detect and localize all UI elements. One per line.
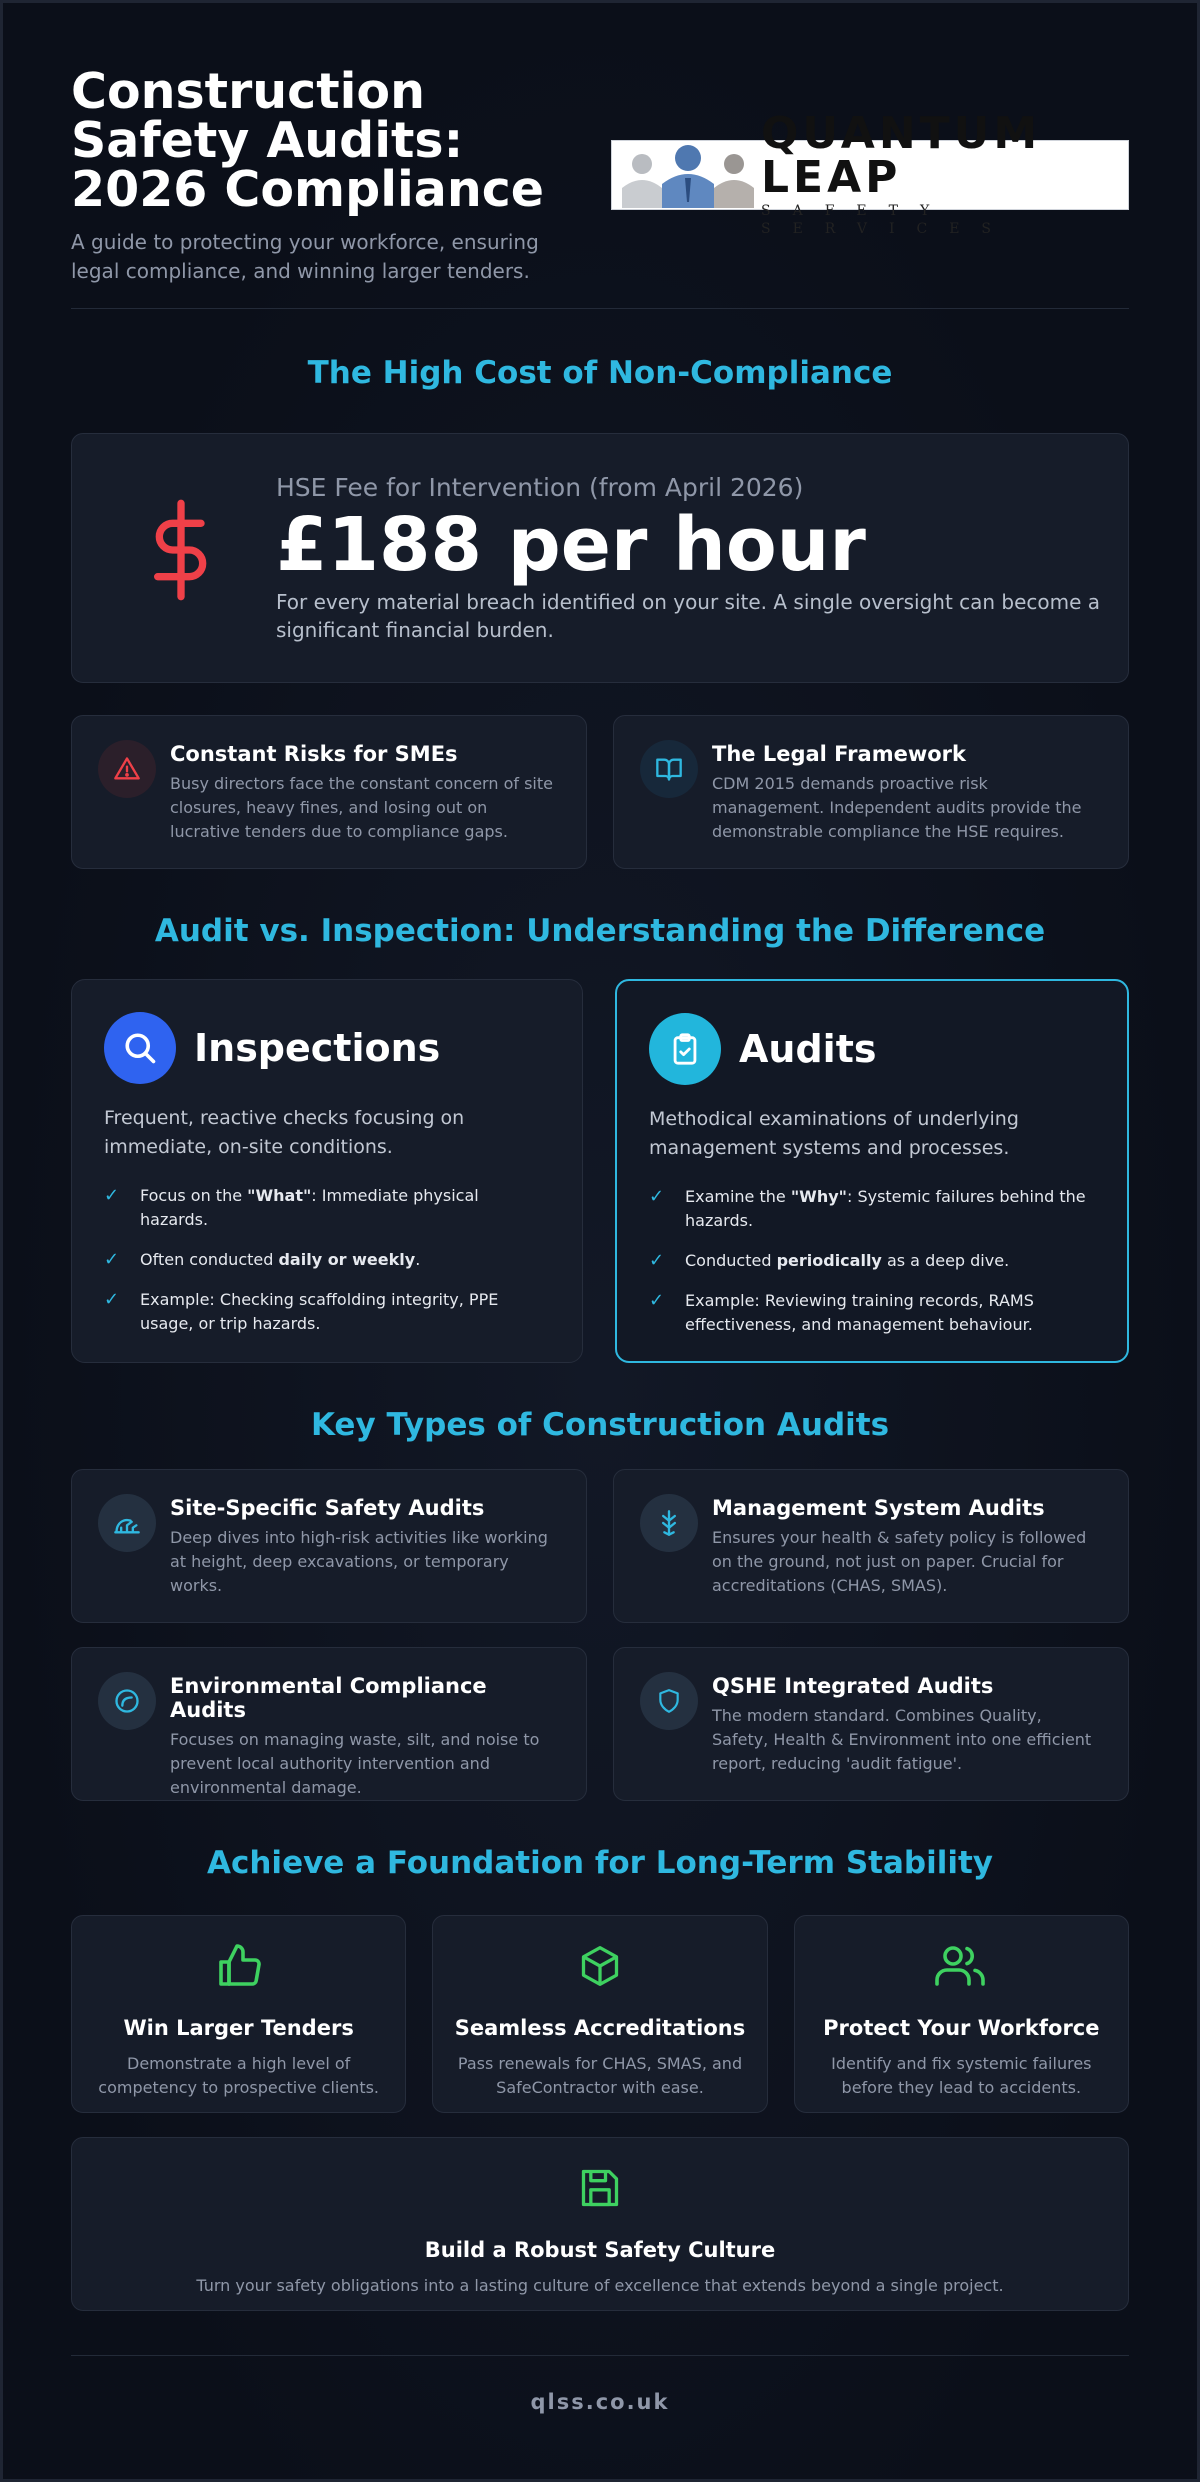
shield-icon — [640, 1672, 698, 1730]
audits-description: Methodical examinations of underlying management systems and processes. — [649, 1108, 1019, 1159]
risk-card-smes — [71, 715, 587, 869]
risk-title: Constant Risks for SMEs — [170, 742, 458, 766]
audit-type-text: Deep dives into high-risk activities like working at height, deep excavations, or temporary works. — [170, 1528, 548, 1595]
benefit-card — [432, 1915, 767, 2113]
audits-title: Audits — [739, 1027, 877, 1071]
logo-main-text: QUANTUM LEAP — [761, 108, 1042, 203]
benefit-card — [71, 1915, 406, 2113]
audit-type-text: Ensures your health & safety policy is followed on the ground, not just on paper. Crucial for accreditations (CHAS, SMAS). — [712, 1528, 1087, 1595]
audits-list — [649, 1185, 1095, 1337]
box-icon — [453, 1942, 746, 1994]
audit-type-text: The modern standard. Combines Quality, Safety, Health & Environment into one efficient report, reducing 'audit fatigue'. — [712, 1706, 1092, 1773]
save-icon — [92, 2164, 1108, 2216]
search-icon — [104, 1012, 176, 1084]
people-logo-icon — [616, 142, 761, 208]
audits-card — [615, 979, 1129, 1363]
benefit-text: Turn your safety obligations into a lasting culture of excellence that extends beyond a single project. — [196, 2276, 1004, 2295]
cost-text — [276, 473, 1106, 644]
inspections-card — [71, 979, 583, 1363]
logo-text — [761, 108, 1124, 238]
list-item: ✓ Example: Reviewing training records, RAMS effectiveness, and management behaviour. — [649, 1289, 1095, 1337]
check-icon: ✓ — [649, 1186, 665, 1207]
cost-card — [71, 433, 1129, 683]
cost-label: HSE Fee for Intervention (from April 2026) — [276, 472, 804, 502]
audit-type-title: Site-Specific Safety Audits — [170, 1496, 485, 1520]
section-title-types: Key Types of Construction Audits — [310, 1407, 890, 1443]
audit-type-title: Management System Audits — [712, 1496, 1045, 1520]
check-icon: ✓ — [649, 1250, 665, 1271]
benefit-cards — [71, 1915, 1129, 2113]
dollar-icon — [126, 495, 236, 622]
header — [71, 3, 1129, 309]
comparison-cards — [71, 979, 1129, 1363]
list-item: ✓ Conducted periodically as a deep dive. — [649, 1250, 1010, 1271]
benefit-text: Demonstrate a high level of competency to prospective clients. — [98, 2054, 380, 2097]
audit-types-row-2 — [71, 1647, 1129, 1801]
page-title: Construction Safety Audits: 2026 Compliance — [71, 63, 545, 218]
audit-type-card — [71, 1469, 587, 1623]
book-icon — [640, 740, 698, 798]
page-subtitle: A guide to protecting your workforce, ensuring legal compliance, and winning larger tenders. — [71, 230, 539, 283]
inspections-list — [104, 1184, 550, 1336]
cost-amount: £188 per hour — [276, 501, 866, 588]
section-title-benefits: Achieve a Foundation for Long-Term Stability — [207, 1845, 993, 1881]
audit-type-title: Environmental Compliance Audits — [170, 1674, 487, 1722]
audit-type-text: Focuses on managing waste, silt, and noise to prevent local authority intervention and environmental damage. — [170, 1730, 540, 1797]
audit-type-card — [613, 1647, 1129, 1801]
warning-icon — [98, 740, 156, 798]
check-icon: ✓ — [649, 1290, 665, 1311]
section-title-comparison: Audit vs. Inspection: Understanding the Difference — [154, 913, 1046, 949]
company-logo — [611, 108, 1129, 237]
header-text — [71, 63, 611, 286]
thumbs-up-icon — [92, 1942, 385, 1994]
check-icon: ✓ — [104, 1185, 120, 1206]
footer — [71, 2355, 1129, 2414]
benefit-card — [794, 1915, 1129, 2113]
benefit-title: Win Larger Tenders — [123, 2016, 354, 2040]
leaf-icon — [98, 1672, 156, 1730]
benefit-title: Build a Robust Safety Culture — [424, 2238, 776, 2262]
risk-text: CDM 2015 demands proactive risk management. Independent audits provide the demonstrable compliance the HSE requires. — [712, 774, 1082, 841]
footer-site-link[interactable]: qlss.co.uk — [530, 2390, 670, 2414]
audit-type-card — [613, 1469, 1129, 1623]
cost-description: For every material breach identified on your site. A single oversight can become a significant financial burden. — [276, 589, 1101, 642]
check-icon: ✓ — [104, 1249, 120, 1270]
benefit-title: Protect Your Workforce — [823, 2016, 1100, 2040]
risk-title: The Legal Framework — [712, 742, 966, 766]
benefit-title: Seamless Accreditations — [454, 2016, 746, 2040]
audit-types-row-1 — [71, 1469, 1129, 1623]
list-item: ✓ Example: Checking scaffolding integrity, PPE usage, or trip hazards. — [104, 1288, 550, 1336]
list-item: ✓ Focus on the "What": Immediate physical hazards. — [104, 1184, 550, 1232]
section-title-cost: The High Cost of Non-Compliance — [307, 355, 893, 391]
logo-sub-text: SAFETY SERVICES — [761, 203, 1014, 237]
benefit-text: Pass renewals for CHAS, SMAS, and SafeContractor with ease. — [457, 2054, 743, 2097]
inspections-description: Frequent, reactive checks focusing on immediate, on-site conditions. — [104, 1107, 465, 1158]
audit-type-title: QSHE Integrated Audits — [712, 1674, 994, 1698]
inspections-title: Inspections — [194, 1026, 441, 1070]
hard-hat-icon — [98, 1494, 156, 1552]
benefit-card-wide — [71, 2137, 1129, 2311]
audit-type-card — [71, 1647, 587, 1801]
list-item: ✓ Often conducted daily or weekly. — [104, 1249, 421, 1270]
benefit-text: Identify and fix systemic failures before they lead to accidents. — [831, 2054, 1092, 2097]
risk-card-legal — [613, 715, 1129, 869]
users-icon — [815, 1942, 1108, 1994]
risk-text: Busy directors face the constant concern of site closures, heavy fines, and losing out on lucrative tenders due to compliance gaps. — [170, 774, 553, 841]
merge-icon — [640, 1494, 698, 1552]
risk-cards — [71, 715, 1129, 869]
check-icon: ✓ — [104, 1289, 120, 1310]
clipboard-check-icon — [649, 1013, 721, 1085]
list-item: ✓ Examine the "Why": Systemic failures behind the hazards. — [649, 1185, 1095, 1233]
